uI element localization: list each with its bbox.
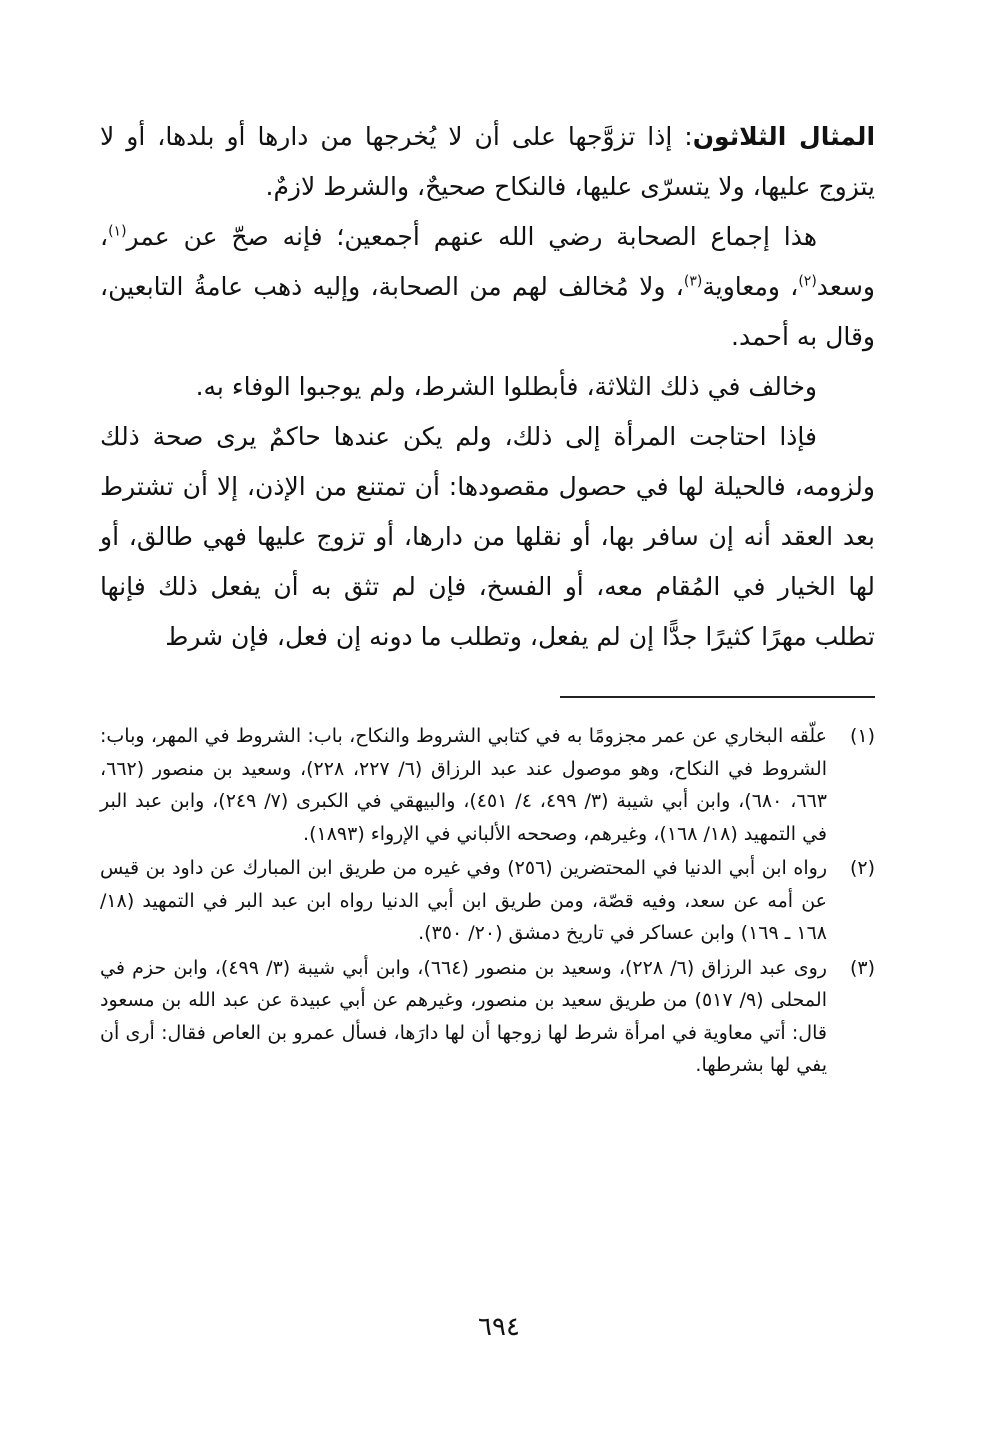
footnote-number: (٣) — [849, 956, 875, 979]
footnote-ref-1: (١) — [108, 223, 127, 240]
footnote-3 — [100, 952, 875, 1082]
footnote-ref-3: (٣) — [683, 273, 703, 290]
footnote-number: (٢) — [849, 857, 875, 879]
footnote-text: علّقه البخاري عن عمر مجزومًا به في كتابي الشروط والنكاح، باب: الشروط في المهر، وباب: الشروط في النكاح، وهو موصول عند عبد الرزاق (٦/ ٢٢٧، ٢٢٨)، وسعيد بن منصور (٦٦٢، ٦٦٣، ٦٨٠)، وابن أبي شيبة (٣/ ٤٩٩، ٤/ ٤٥١)، والبيهقي في الكبرى (٧/ ٢٤٩)، وابن عبد البر في التمهيد (١٨/ ١٦٨)، وغيرهم، وصححه الألباني في الإرواء (١٨٩٣). — [100, 725, 828, 845]
footnote-text: رواه ابن أبي الدنيا في المحتضرين (٢٥٦) وفي غيره من طريق ابن المبارك عن داود بن قيس عن أمه عن سعد، وفيه قصّة، ومن طريق ابن أبي الدنيا رواه ابن عبد البر في التمهيد (١٨/ ١٦٨ ـ ١٦٩) وابن عساكر في تاريخ دمشق (٢٠/ ٣٥٠). — [100, 857, 827, 944]
paragraph-1 — [100, 112, 875, 212]
paragraph-2-part-c: ، ومعاوية — [702, 272, 799, 301]
footnote-ref-2: (٢) — [798, 273, 817, 290]
paragraph-2-part-d: ، ولا مُخالف لهم من الصحابة، وإليه ذهب عامةُ التابعين، وقال به أحمد. — [100, 272, 875, 351]
paragraph-3: وخالف في ذلك الثلاثة، فأبطلوا الشرط، ولم يوجبوا الوفاء به. — [195, 372, 817, 401]
paragraph-4: فإذا احتاجت المرأة إلى ذلك، ولم يكن عندها حاكمٌ يرى صحة ذلك ولزومه، فالحيلة لها في حصول مقصودها: أن تمتنع من الإذن، إلا أن تشترط بعد العقد أنه إن سافر بها، أو نقلها من دارها، أو تزوج عليها فهي طالق، أو لها الخيار في المُقام معه، أو الفسخ، فإن لم تثق به أن يفعل ذلك فإنها تطلب مهرًا كثيرًا جدًّا إن لم يفعل، وتطلب ما دونه إن فعل، فإن شرط — [100, 422, 875, 651]
paragraph-1-text: : إذا تزوَّجها على أن لا يُخرجها من دارها أو بلدها، أو لا يتزوج عليها، ولا يتسرّى عليها، فالنكاح صحيحٌ، والشرط لازمٌ. — [100, 122, 875, 201]
footnote-1 — [100, 720, 875, 850]
footnote-separator — [560, 696, 875, 698]
example-heading: المثال الثلاثون — [692, 122, 876, 151]
page-number: ٦٩٤ — [478, 1312, 520, 1342]
paragraph-2-part-b: ، وسعد — [100, 222, 875, 301]
footnote-number: (١) — [849, 725, 875, 747]
footnote-text: روى عبد الرزاق (٦/ ٢٢٨)، وسعيد بن منصور (٦٦٤)، وابن أبي شيبة (٣/ ٤٩٩)، وابن حزم في المحلى (٩/ ٥١٧) من طريق سعيد بن منصور، وغيرهم عن أبي عبيدة عن عبد الله بن مسعود قال: أتي معاوية في امرأة شرط لها زوجها أن لها دارَها، فسأل عمرو بن العاص فقال: أرى أن يفي لها بشرطها. — [100, 956, 827, 1076]
footnotes — [100, 720, 875, 1082]
paragraph-2-part-a: هذا إجماع الصحابة رضي الله عنهم أجمعين؛ فإنه صحّ عن عمر — [126, 222, 817, 251]
main-text — [100, 112, 875, 662]
footnote-2 — [100, 852, 875, 950]
paragraph-2 — [100, 212, 875, 362]
book-page — [100, 112, 875, 1084]
